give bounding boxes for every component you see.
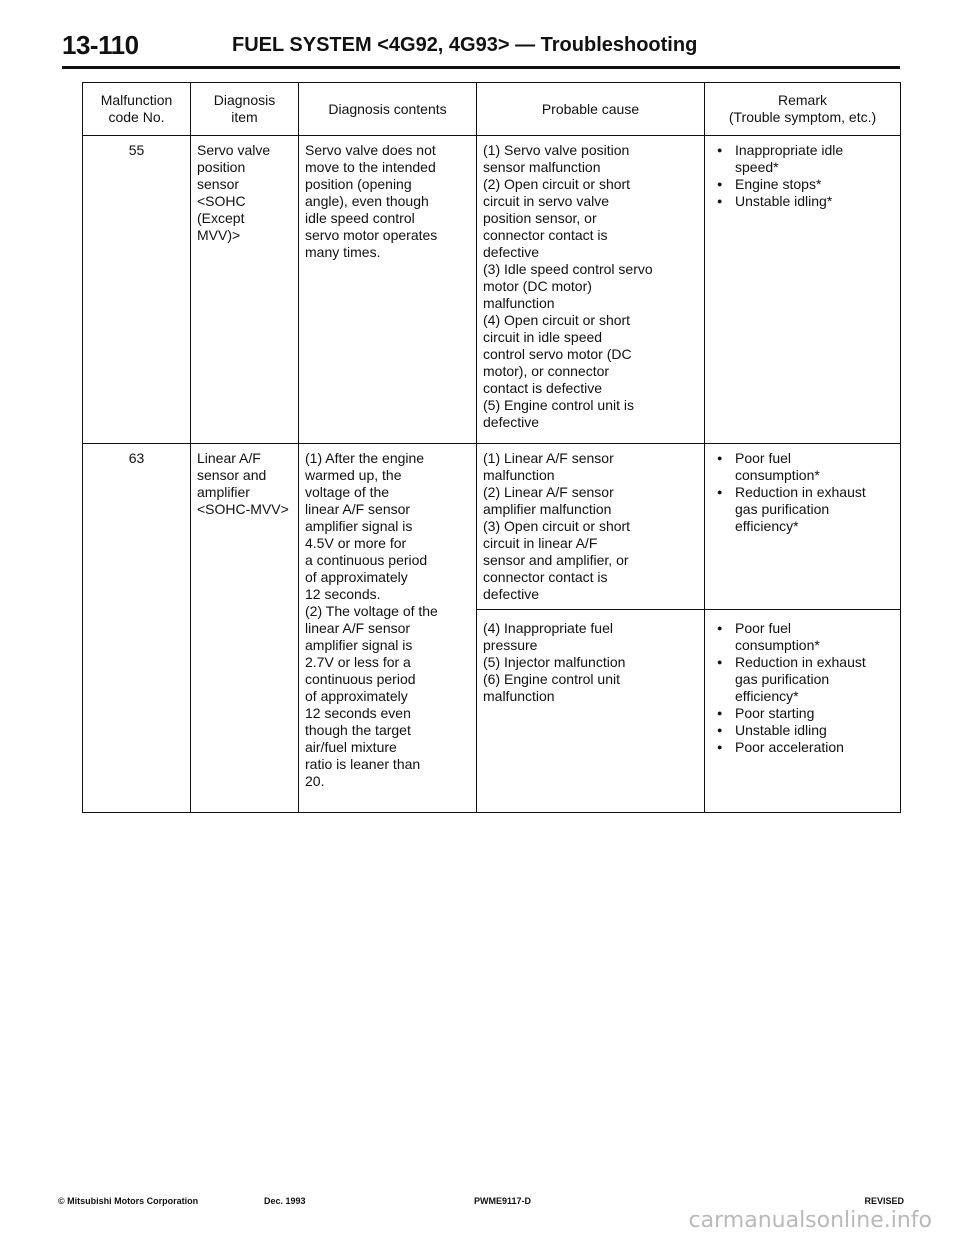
remark-item [711, 484, 894, 535]
header-line: Probable cause [541, 100, 640, 117]
troubleshooting-table [82, 82, 901, 813]
contents-number: (1) [305, 450, 323, 466]
contents-line: warmed up, the [305, 467, 402, 483]
header-rule [62, 66, 900, 69]
header-line: Remark [777, 92, 827, 108]
publication-date: Dec. 1993 [264, 1196, 306, 1206]
cause-number: (5) [483, 654, 501, 670]
remark-line: ● Unstable idling [735, 722, 827, 738]
cause-item [483, 518, 698, 603]
remark-line: ● Poor starting [735, 705, 815, 721]
cause-number: (4) [483, 312, 501, 328]
contents-line: idle speed control [305, 210, 415, 226]
contents-line: The voltage of the [325, 603, 438, 619]
item-line: Linear A/F [197, 450, 261, 466]
item-line: sensor [197, 176, 240, 192]
remark-item [711, 705, 894, 722]
contents-line: linear A/F sensor [305, 501, 411, 517]
remark-line: gas purification [735, 671, 830, 687]
contents-line: 12 seconds even [305, 705, 411, 721]
malfunction-code: 63 [128, 450, 145, 466]
contents-line: many times. [305, 244, 381, 260]
cause-item [483, 654, 698, 671]
revision-status: REVISED [864, 1196, 904, 1206]
remark-cell [705, 136, 901, 444]
copyright-text: © Mitsubishi Motors Corporation [58, 1196, 199, 1206]
cause-cell [477, 136, 705, 444]
header-line: item [231, 109, 258, 125]
cause-number: (3) [483, 518, 501, 534]
item-line: <SOHC [197, 193, 246, 209]
header-line: (Trouble symptom, etc.) [728, 109, 877, 125]
document-code: PWME9117-D [474, 1196, 532, 1206]
cause-line: Linear A/F sensor [504, 450, 614, 466]
contents-line: linear A/F sensor [305, 620, 411, 636]
cause-item [483, 620, 698, 654]
cause-line: sensor malfunction [483, 159, 601, 175]
contents-line: 20. [305, 773, 325, 789]
header-line: Diagnosis [213, 92, 276, 108]
cause-cell [477, 610, 705, 813]
cause-line: motor), or connector [483, 363, 610, 379]
cause-item [483, 312, 698, 397]
table-row [83, 136, 901, 444]
remark-line: ● Poor fuel [735, 620, 792, 636]
cause-line: defective [483, 244, 540, 260]
cause-line: Inappropriate fuel [504, 620, 613, 636]
cause-item [483, 176, 698, 261]
remark-item [711, 142, 894, 176]
table-header-row [83, 83, 901, 136]
cause-number: (1) [483, 450, 501, 466]
page-title: FUEL SYSTEM <4G92, 4G93> — Troubleshooting [232, 34, 698, 56]
remark-line: efficiency* [735, 518, 799, 534]
cause-line: position sensor, or [483, 210, 597, 226]
remark-line: speed* [735, 159, 779, 175]
cause-line: Engine control unit is [504, 397, 634, 413]
code-cell [83, 444, 191, 813]
cause-number: (1) [483, 142, 501, 158]
cause-line: Engine control unit [504, 671, 620, 687]
cause-number: (2) [483, 176, 501, 192]
cause-number: (4) [483, 620, 501, 636]
cause-line: Linear A/F sensor [504, 484, 614, 500]
contents-line: 4.5V or more for [305, 535, 407, 551]
cause-line: Open circuit or short [504, 518, 631, 534]
contents-line: angle), even though [305, 193, 429, 209]
contents-line: of approximately [305, 688, 408, 704]
contents-line: air/fuel mixture [305, 739, 397, 755]
cause-line: sensor and amplifier, or [483, 552, 629, 568]
col-header-cause [477, 83, 705, 136]
contents-line: of approximately [305, 569, 408, 585]
contents-line: servo motor operates [305, 227, 438, 243]
remark-line: gas purification [735, 501, 830, 517]
item-line: Servo valve [197, 142, 271, 158]
remark-item [711, 722, 894, 739]
header-line: Malfunction [100, 92, 173, 108]
cause-line: Open circuit or short [504, 176, 631, 192]
item-line: amplifier [197, 484, 250, 500]
header-line: Diagnosis contents [328, 100, 447, 117]
code-cell [83, 136, 191, 444]
cause-line: malfunction [483, 688, 555, 704]
remark-line: ● Reduction in exhaust [735, 654, 866, 670]
cause-line: circuit in idle speed [483, 329, 603, 345]
contents-line: amplifier signal is [305, 518, 413, 534]
contents-line: Servo valve does not [305, 142, 436, 158]
cause-line: Idle speed control servo [504, 261, 653, 277]
contents-line: voltage of the [305, 484, 390, 500]
cause-line: malfunction [483, 467, 555, 483]
cause-line: connector contact is [483, 569, 608, 585]
contents-line: move to the intended [305, 159, 436, 175]
contents-line: After the engine [325, 450, 425, 466]
remark-line: ● Unstable idling* [735, 193, 833, 209]
contents-line: though the target [305, 722, 411, 738]
remark-line: ● Inappropriate idle [735, 142, 844, 158]
remark-cell [705, 610, 901, 813]
contents-item [305, 603, 470, 790]
page-header [62, 30, 900, 66]
remark-item [711, 193, 894, 210]
item-cell [191, 444, 299, 813]
cause-line: contact is defective [483, 380, 603, 396]
cause-line: circuit in servo valve [483, 193, 610, 209]
contents-item [305, 450, 470, 603]
remark-line: ● Engine stops* [735, 176, 822, 192]
remark-cell [705, 444, 901, 610]
contents-line: amplifier signal is [305, 637, 413, 653]
contents-line: continuous period [305, 671, 416, 687]
contents-line: ratio is leaner than [305, 756, 421, 772]
item-line: (Except [197, 210, 245, 226]
col-header-contents [299, 83, 477, 136]
page-number: 13-110 [62, 30, 139, 60]
cause-number: (2) [483, 484, 501, 500]
cause-line: motor (DC motor) [483, 278, 592, 294]
table-row [83, 444, 901, 610]
contents-line: a continuous period [305, 552, 428, 568]
remark-item [711, 739, 894, 756]
contents-line: 12 seconds. [305, 586, 381, 602]
remark-line: consumption* [735, 637, 820, 653]
watermark: carmanualsonline.info [688, 1208, 932, 1233]
cause-line: Servo valve position [504, 142, 630, 158]
remark-item [711, 176, 894, 193]
contents-line: position (opening [305, 176, 412, 192]
item-line: position [197, 159, 246, 175]
contents-cell [299, 136, 477, 444]
cause-item [483, 397, 698, 431]
cause-line: control servo motor (DC [483, 346, 632, 362]
col-header-item [191, 83, 299, 136]
header-line: code No. [108, 109, 165, 125]
contents-cell [299, 444, 477, 813]
cause-item [483, 450, 698, 484]
col-header-remark [705, 83, 901, 136]
item-line: <SOHC-MVV> [197, 501, 289, 517]
cause-line: connector contact is [483, 227, 608, 243]
remark-item [711, 620, 894, 654]
contents-number: (2) [305, 603, 323, 619]
cause-number: (5) [483, 397, 501, 413]
remark-line: ● Reduction in exhaust [735, 484, 866, 500]
cause-item [483, 261, 698, 312]
cause-number: (6) [483, 671, 501, 687]
col-header-code [83, 83, 191, 136]
remark-line: ● Poor fuel [735, 450, 792, 466]
remark-item [711, 450, 894, 484]
cause-line: Open circuit or short [504, 312, 631, 328]
cause-line: defective [483, 586, 540, 602]
item-cell [191, 136, 299, 444]
contents-line: 2.7V or less for a [305, 654, 411, 670]
item-line: MVV)> [197, 227, 241, 243]
cause-number: (3) [483, 261, 501, 277]
cause-line: amplifier malfunction [483, 501, 612, 517]
cause-line: defective [483, 414, 540, 430]
cause-line: Injector malfunction [504, 654, 626, 670]
cause-cell [477, 444, 705, 610]
remark-item [711, 654, 894, 705]
remark-line: consumption* [735, 467, 820, 483]
malfunction-code: 55 [128, 142, 145, 158]
cause-item [483, 671, 698, 705]
cause-item [483, 142, 698, 176]
cause-line: malfunction [483, 295, 555, 311]
remark-line: efficiency* [735, 688, 799, 704]
cause-item [483, 484, 698, 518]
remark-line: ● Poor acceleration [735, 739, 844, 755]
cause-line: pressure [483, 637, 538, 653]
cause-line: circuit in linear A/F [483, 535, 598, 551]
item-line: sensor and [197, 467, 267, 483]
